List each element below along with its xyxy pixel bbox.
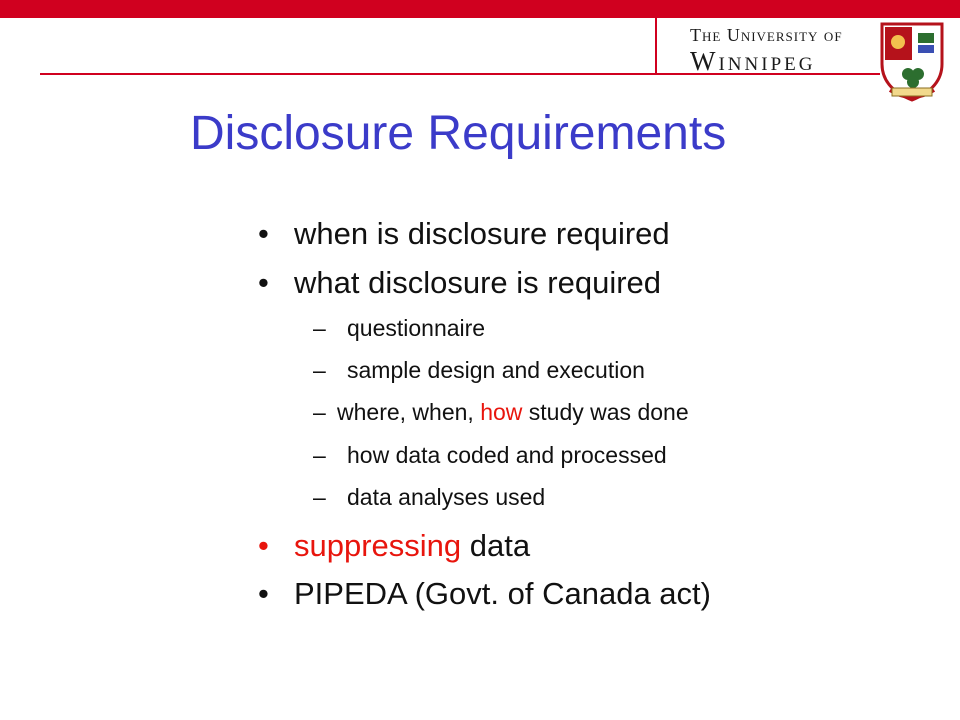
bullet-text: when is disclosure required	[294, 216, 670, 251]
sub-bullet-item	[313, 398, 689, 426]
sub-bullet-text: sample design and execution	[347, 357, 645, 383]
bullet-text: data	[461, 528, 531, 563]
sub-bullet-text: data analyses used	[347, 484, 546, 510]
bullet-marker: •	[258, 576, 269, 611]
bullet-item	[258, 265, 661, 301]
sub-bullet-text-post: study was done	[522, 399, 689, 425]
logo-line-2: Winnipeg	[690, 46, 816, 76]
sub-bullet-item	[313, 483, 545, 511]
sub-bullet-text-pre: where, when,	[337, 399, 481, 425]
bullet-marker: •	[258, 265, 269, 300]
sub-bullet-marker: –	[313, 357, 326, 383]
sub-bullet-item	[313, 441, 667, 469]
logo-line-1: The University of	[690, 25, 843, 45]
bullet-item	[258, 216, 670, 252]
bullet-marker: •	[258, 216, 269, 251]
bullet-item	[258, 528, 530, 564]
sub-bullet-item	[313, 356, 645, 384]
sub-bullet-item	[313, 314, 485, 342]
sub-bullet-marker: –	[313, 442, 326, 468]
sub-bullet-text: how data coded and processed	[347, 442, 667, 468]
bullet-item	[258, 576, 711, 612]
sub-bullet-marker: –	[313, 484, 326, 510]
bullet-text: what disclosure is required	[294, 265, 662, 300]
highlight-text: suppressing	[294, 528, 462, 563]
sub-bullet-text: questionnaire	[347, 315, 486, 341]
bullet-marker: •	[258, 528, 269, 563]
sub-bullet-marker: –	[313, 315, 326, 341]
highlight-text: how	[480, 399, 523, 425]
slide-title: Disclosure Requirements	[190, 107, 727, 160]
bullet-text: PIPEDA (Govt. of Canada act)	[294, 576, 711, 611]
sub-bullet-marker: –	[313, 399, 326, 425]
